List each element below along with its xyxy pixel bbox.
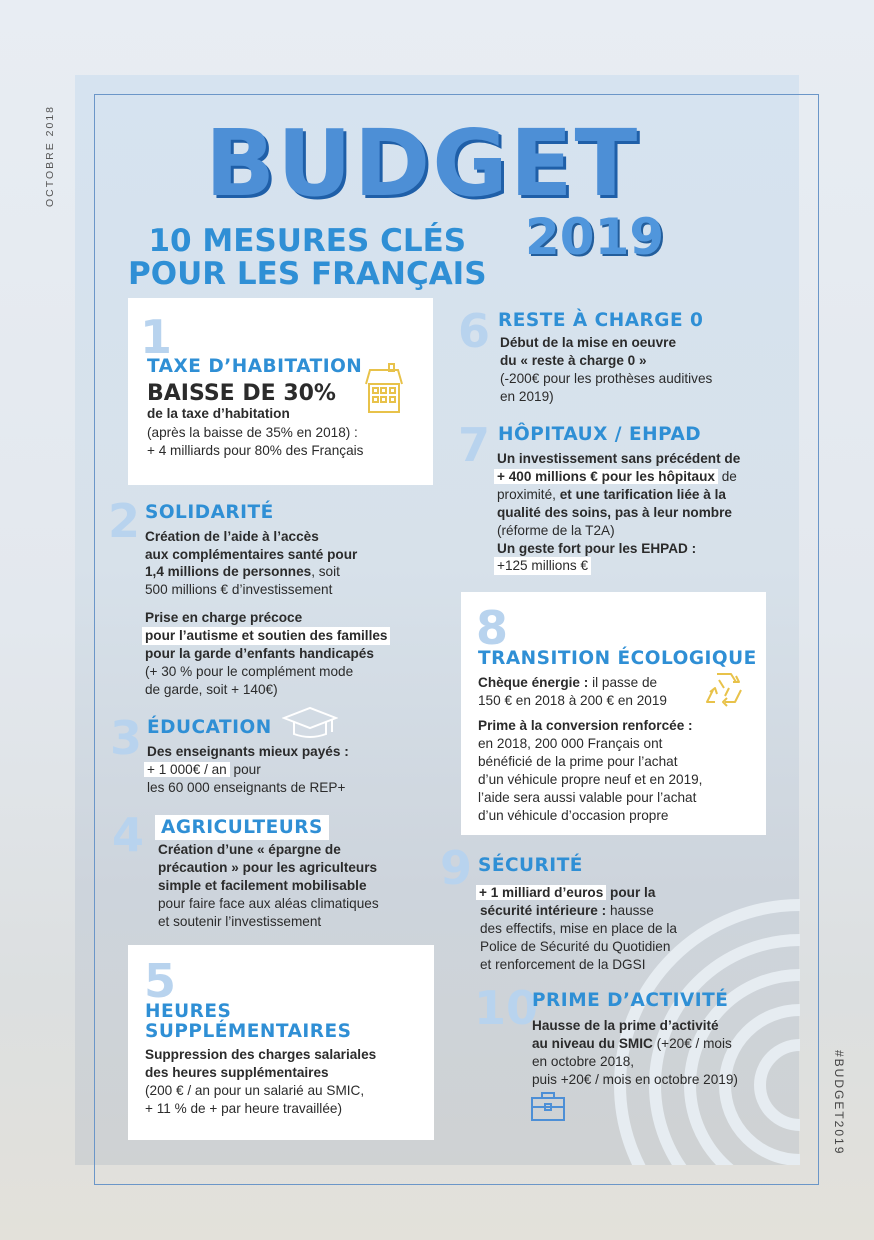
measure-2-title: SOLIDARITÉ	[145, 502, 274, 523]
hashtag-label: #BUDGET2019	[832, 1050, 846, 1156]
measure-7-title: HÔPITAUX / EHPAD	[498, 424, 702, 445]
measure-9-number: 9	[440, 841, 473, 895]
measure-2-number: 2	[108, 494, 141, 548]
house-icon	[360, 362, 408, 414]
measure-1-title: TAXE D’HABITATION	[147, 356, 363, 377]
measure-7-number: 7	[458, 418, 491, 472]
measure-5-title: HEURES SUPPLÉMENTAIRES	[145, 1001, 352, 1042]
date-label: OCTOBRE 2018	[44, 105, 56, 208]
measure-10-number: 10	[474, 981, 539, 1035]
measure-3-title: ÉDUCATION	[147, 717, 272, 738]
recycle-icon	[703, 670, 745, 710]
measure-8-title: TRANSITION ÉCOLOGIQUE	[478, 648, 757, 669]
measure-6-number: 6	[458, 304, 491, 358]
measure-9-title: SÉCURITÉ	[478, 855, 583, 876]
briefcase-icon	[530, 1090, 566, 1122]
measure-4-title: AGRICULTEURS	[155, 815, 329, 840]
page-title: BUDGET	[205, 110, 640, 217]
subtitle: 10 MESURES CLÉS POUR LES FRANÇAIS	[128, 223, 487, 292]
measure-6-title: RESTE À CHARGE 0	[498, 310, 704, 331]
measure-5-number: 5	[144, 954, 177, 1008]
measure-4-number: 4	[112, 808, 145, 862]
measure-1-number: 1	[140, 310, 173, 364]
graduation-cap-icon	[282, 706, 338, 740]
year-label: 2019	[525, 208, 665, 266]
measure-1-headline: BAISSE DE 30%	[147, 381, 336, 406]
measure-10-title: PRIME D’ACTIVITÉ	[532, 990, 729, 1011]
measure-8-number: 8	[476, 601, 509, 655]
measure-3-number: 3	[110, 711, 143, 765]
